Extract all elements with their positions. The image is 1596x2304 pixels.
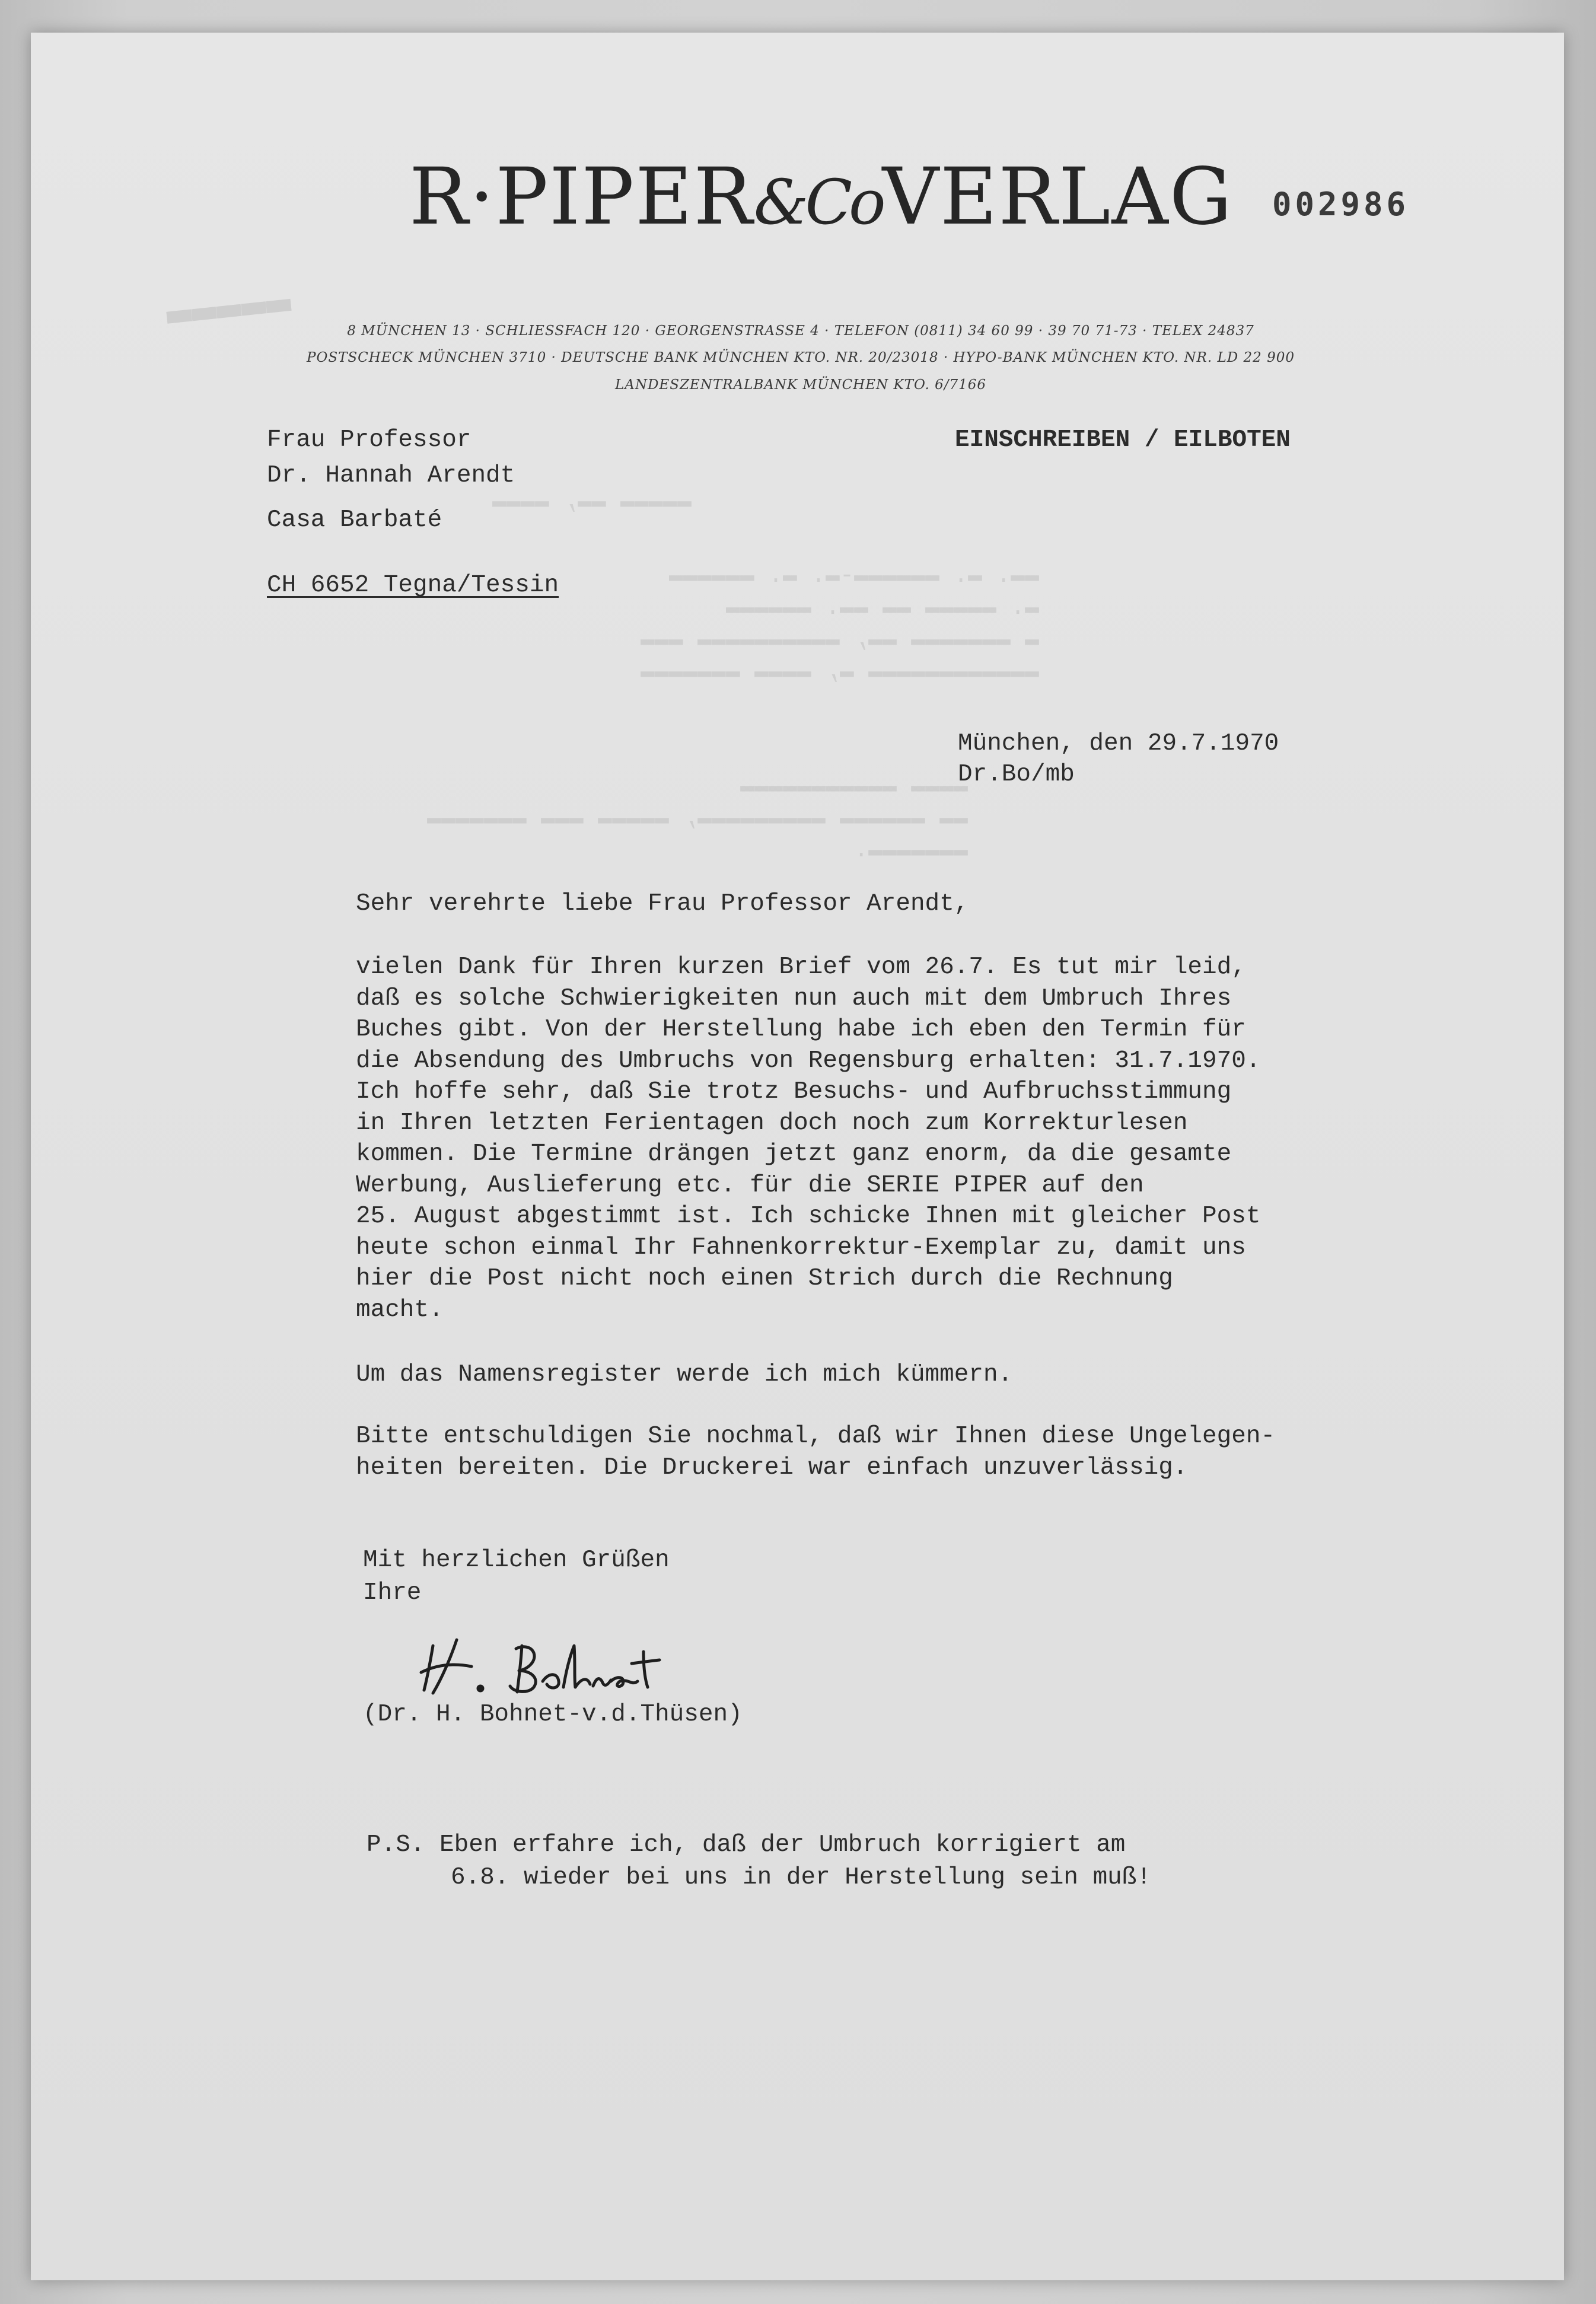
recipient-line-1: Frau Professor bbox=[267, 426, 472, 454]
publisher-logo: R·PIPER&CoVERLAG bbox=[409, 151, 1234, 243]
postscript-line-2: 6.8. wieder bei uns in der Herstellung sein muß! bbox=[451, 1864, 1151, 1891]
letterhead-bank-line: POSTSCHECK MÜNCHEN 3710 · DEUTSCHE BANK MÜNCHEN KTO. NR. 20/23018 · HYPO-BANK MÜNCHEN KTO. NR. LD 22 900 bbox=[307, 350, 1295, 365]
show-through-text: ▬▬▬▬▬ ▬▬, ▬▬▬▬ bbox=[492, 489, 692, 515]
body-paragraph-3: Bitte entschuldigen Sie nochmal, daß wir Ihnen diese Ungelegen- heiten bereiten. Die Druckerei war einfach unzuverlässig. bbox=[356, 1423, 1276, 1481]
handwritten-signature bbox=[415, 1622, 712, 1705]
letterhead-central-bank-line: LANDESZENTRALBANK MÜNCHEN KTO. 6/7166 bbox=[614, 377, 987, 393]
recipient-line-2: Dr. Hannah Arendt bbox=[267, 462, 515, 489]
body-paragraph-2: Um das Namensregister werde ich mich kümmern. bbox=[356, 1361, 1013, 1388]
place-date: München, den 29.7.1970 bbox=[958, 730, 1279, 757]
recipient-line-4: CH 6652 Tegna/Tessin bbox=[267, 572, 559, 599]
body-paragraph-1: vielen Dank für Ihren kurzen Brief vom 26.7. Es tut mir leid, daß es solche Schwierigkeiten nun auch mit dem Umbruch Ihres Buches gibt. Von der Herstellung habe ich eben den Termin für die Absendung des Umbruchs von Regensburg erhalten: 31.7.1970. Ich hoffe sehr, daß Sie trotz Besuchs- und Aufbruchsstimmung in Ihren letzten Ferientagen doch noch zum Korrekturlesen kommen. Die Termine drängen jetzt ganz enorm, da die gesamte Werbung, Auslieferung etc. für die SERIE PIPER auf den 25. August abgestimmt ist. Ich schicke Ihnen mit gleicher Post heute schon einmal Ihr Fahnenkorrektur-Exemplar zu, damit uns hier die Post nicht noch einen Strich durch die Rechnung macht. bbox=[356, 954, 1261, 1324]
recipient-line-3: Casa Barbaté bbox=[267, 506, 442, 534]
signatory-name: (Dr. H. Bohnet-v.d.Thüsen) bbox=[363, 1701, 743, 1728]
postscript-line-1: P.S. Eben erfahre ich, daß der Umbruch korrigiert am bbox=[367, 1831, 1126, 1859]
reference-code: Dr.Bo/mb bbox=[958, 761, 1075, 788]
closing-ihre: Ihre bbox=[363, 1579, 422, 1607]
salutation: Sehr verehrte liebe Frau Professor Arendt, bbox=[356, 890, 969, 917]
show-through-text: ▬▬▬▬ ▬▬▬▬▬▬▬▬▬▬▬ ▬▬ ▬▬▬▬▬▬ ▬▬▬▬▬▬▬▬▬, ▬▬▬▬▬ ▬▬▬ ▬▬▬▬▬▬▬ ▬▬▬▬▬▬▬. bbox=[427, 773, 969, 864]
document-number-stamp: 002986 bbox=[1272, 186, 1410, 223]
letterhead-address-line: 8 MÜNCHEN 13 · SCHLIESSFACH 120 · GEORGENSTRASSE 4 · TELEFON (0811) 34 60 99 · 39 70 71-73 · TELEX 24837 bbox=[347, 323, 1254, 339]
show-through-number: ▬▬▬▬▬ bbox=[164, 277, 294, 339]
delivery-note: EINSCHREIBEN / EILBOTEN bbox=[955, 426, 1291, 454]
show-through-text: ▬▬. ▬. ▬▬▬▬▬▬-▬. ▬. ▬▬▬▬▬▬ ▬. ▬▬▬▬▬ ▬▬ ▬▬. ▬▬▬▬▬▬ ▬ ▬▬▬▬▬▬▬ ▬▬, ▬▬▬▬▬▬▬▬▬▬ ▬▬▬ ▬▬▬▬▬▬▬▬▬▬▬▬ ▬, ▬▬▬▬ ▬▬▬▬▬▬▬ bbox=[641, 563, 1040, 686]
closing-greeting: Mit herzlichen Grüßen bbox=[363, 1547, 670, 1574]
